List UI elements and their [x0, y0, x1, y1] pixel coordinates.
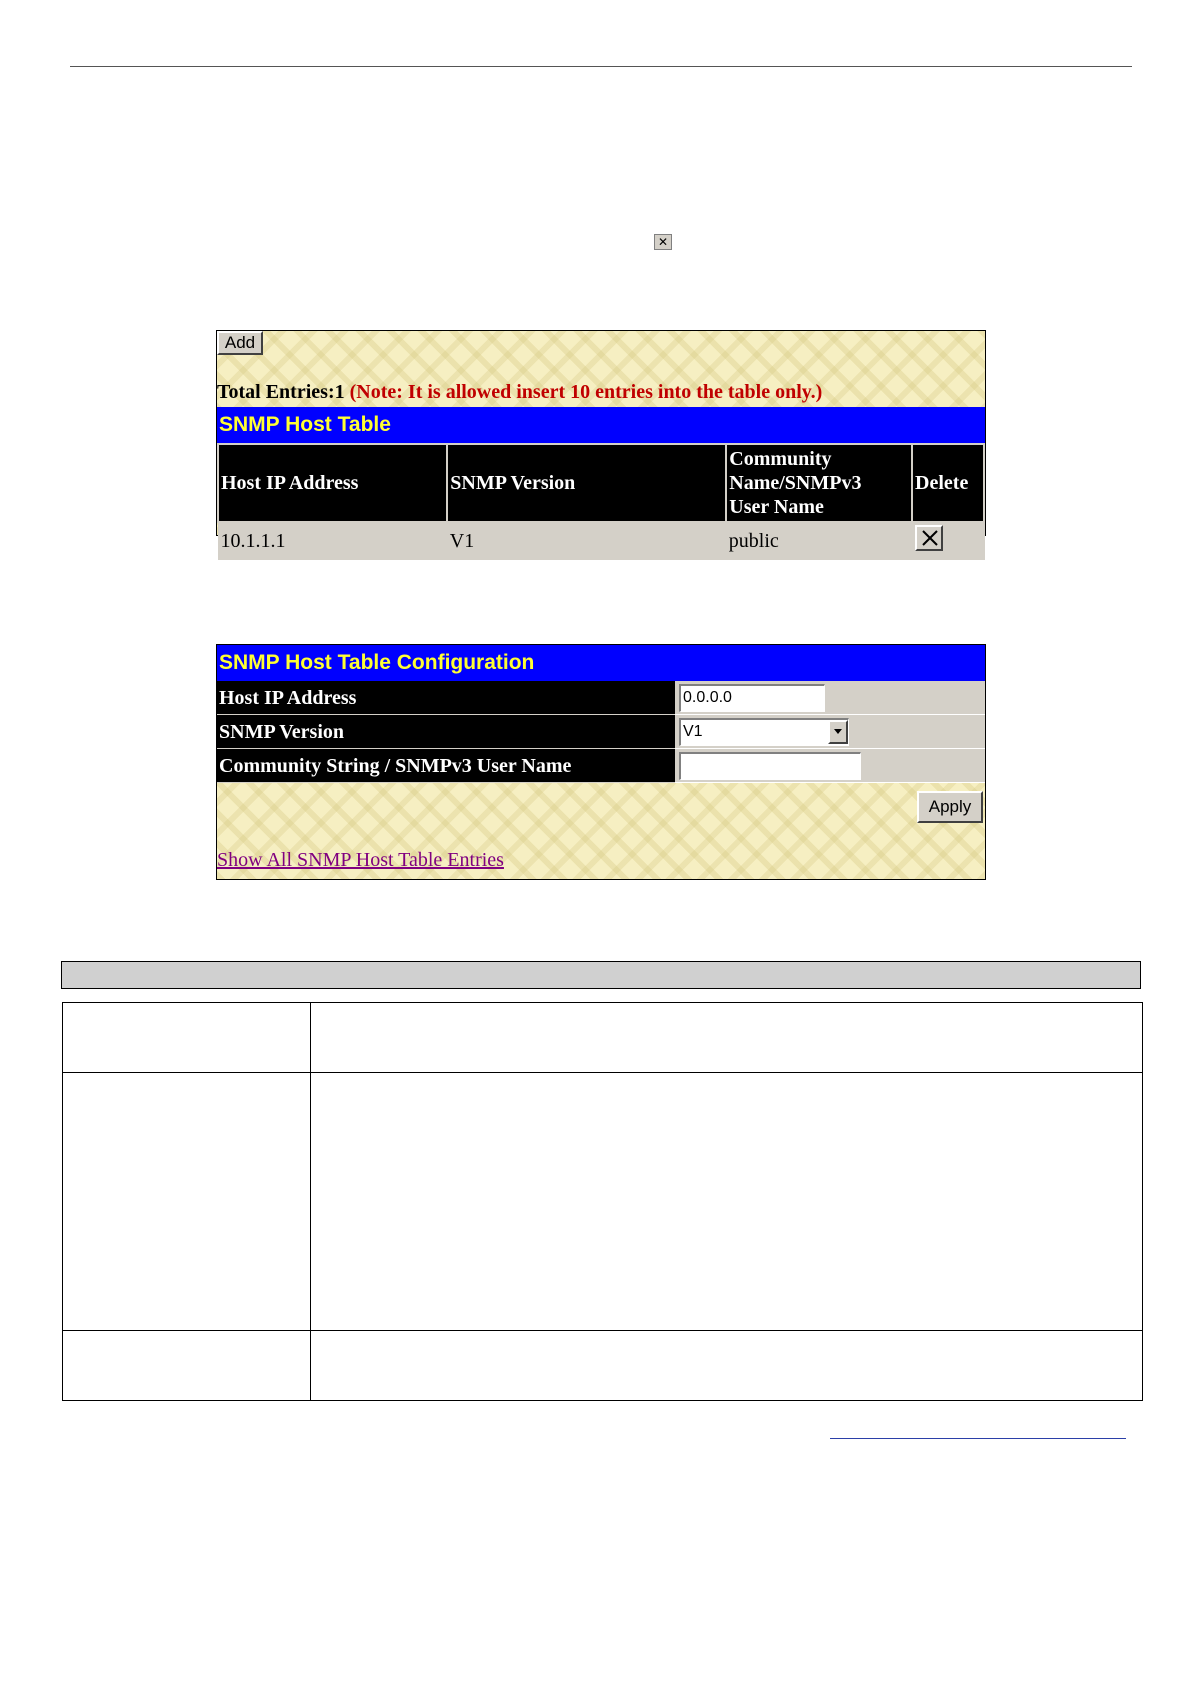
delete-x-icon: ✕ [654, 234, 672, 250]
table-row [63, 1331, 1143, 1401]
chevron-down-icon [833, 728, 843, 736]
delete-row-button[interactable] [915, 525, 943, 551]
host-ip-cell [675, 681, 985, 715]
add-button[interactable]: Add [217, 331, 263, 355]
cell-host-ip: 10.1.1.1 [218, 522, 447, 560]
host-ip-row [217, 681, 985, 715]
community-row [217, 749, 985, 783]
snmp-host-table-panel [216, 330, 986, 552]
host-ip-label: Host IP Address [217, 681, 675, 715]
col-host-ip: Host IP Address [218, 444, 447, 522]
snmp-host-table [217, 443, 985, 560]
table-header-row [218, 444, 984, 522]
community-label: Community String / SNMPv3 User Name [217, 749, 675, 783]
snmp-version-select[interactable] [679, 718, 849, 746]
footer-link-underline [830, 1438, 1126, 1439]
community-cell [675, 749, 985, 783]
cell-delete [912, 522, 984, 560]
snmp-version-row [217, 715, 985, 749]
description-table-header-bar [61, 961, 1141, 989]
table-row [63, 1073, 1143, 1331]
table-row [218, 522, 984, 560]
page-top-rule [70, 66, 1132, 67]
col-community-line2: User Name [729, 496, 824, 518]
description-text-cell [311, 1331, 1143, 1401]
description-parameter-cell [63, 1331, 311, 1401]
table-row [63, 1003, 1143, 1073]
config-panel-title: SNMP Host Table Configuration [217, 645, 985, 681]
description-text-cell [311, 1003, 1143, 1073]
description-parameter-cell [63, 1003, 311, 1073]
cell-community: public [726, 522, 912, 560]
community-input[interactable] [679, 752, 861, 780]
total-entries-line [217, 381, 822, 404]
col-snmp-version: SNMP Version [447, 444, 726, 522]
snmp-version-selected: V1 [683, 723, 703, 740]
dropdown-arrow-button[interactable] [828, 720, 848, 744]
cell-snmp-version: V1 [447, 522, 726, 560]
apply-button[interactable]: Apply [917, 791, 983, 823]
description-parameter-cell [63, 1073, 311, 1331]
col-community [726, 444, 912, 522]
snmp-version-cell [675, 715, 985, 749]
description-table [62, 1002, 1143, 1401]
description-text-cell [311, 1073, 1143, 1331]
show-all-entries-link[interactable]: Show All SNMP Host Table Entries [217, 849, 504, 871]
col-delete: Delete [912, 444, 984, 522]
delete-x-icon [920, 529, 940, 547]
host-ip-input[interactable]: 0.0.0.0 [679, 684, 825, 712]
total-entries-label: Total Entries:1 [217, 381, 345, 403]
entries-note: (Note: It is allowed insert 10 entries into the table only.) [349, 381, 823, 403]
snmp-host-table-title: SNMP Host Table [217, 407, 985, 443]
snmp-version-label: SNMP Version [217, 715, 675, 749]
snmp-host-config-panel [216, 644, 986, 880]
col-community-line1: Community Name/SNMPv3 [729, 448, 862, 494]
